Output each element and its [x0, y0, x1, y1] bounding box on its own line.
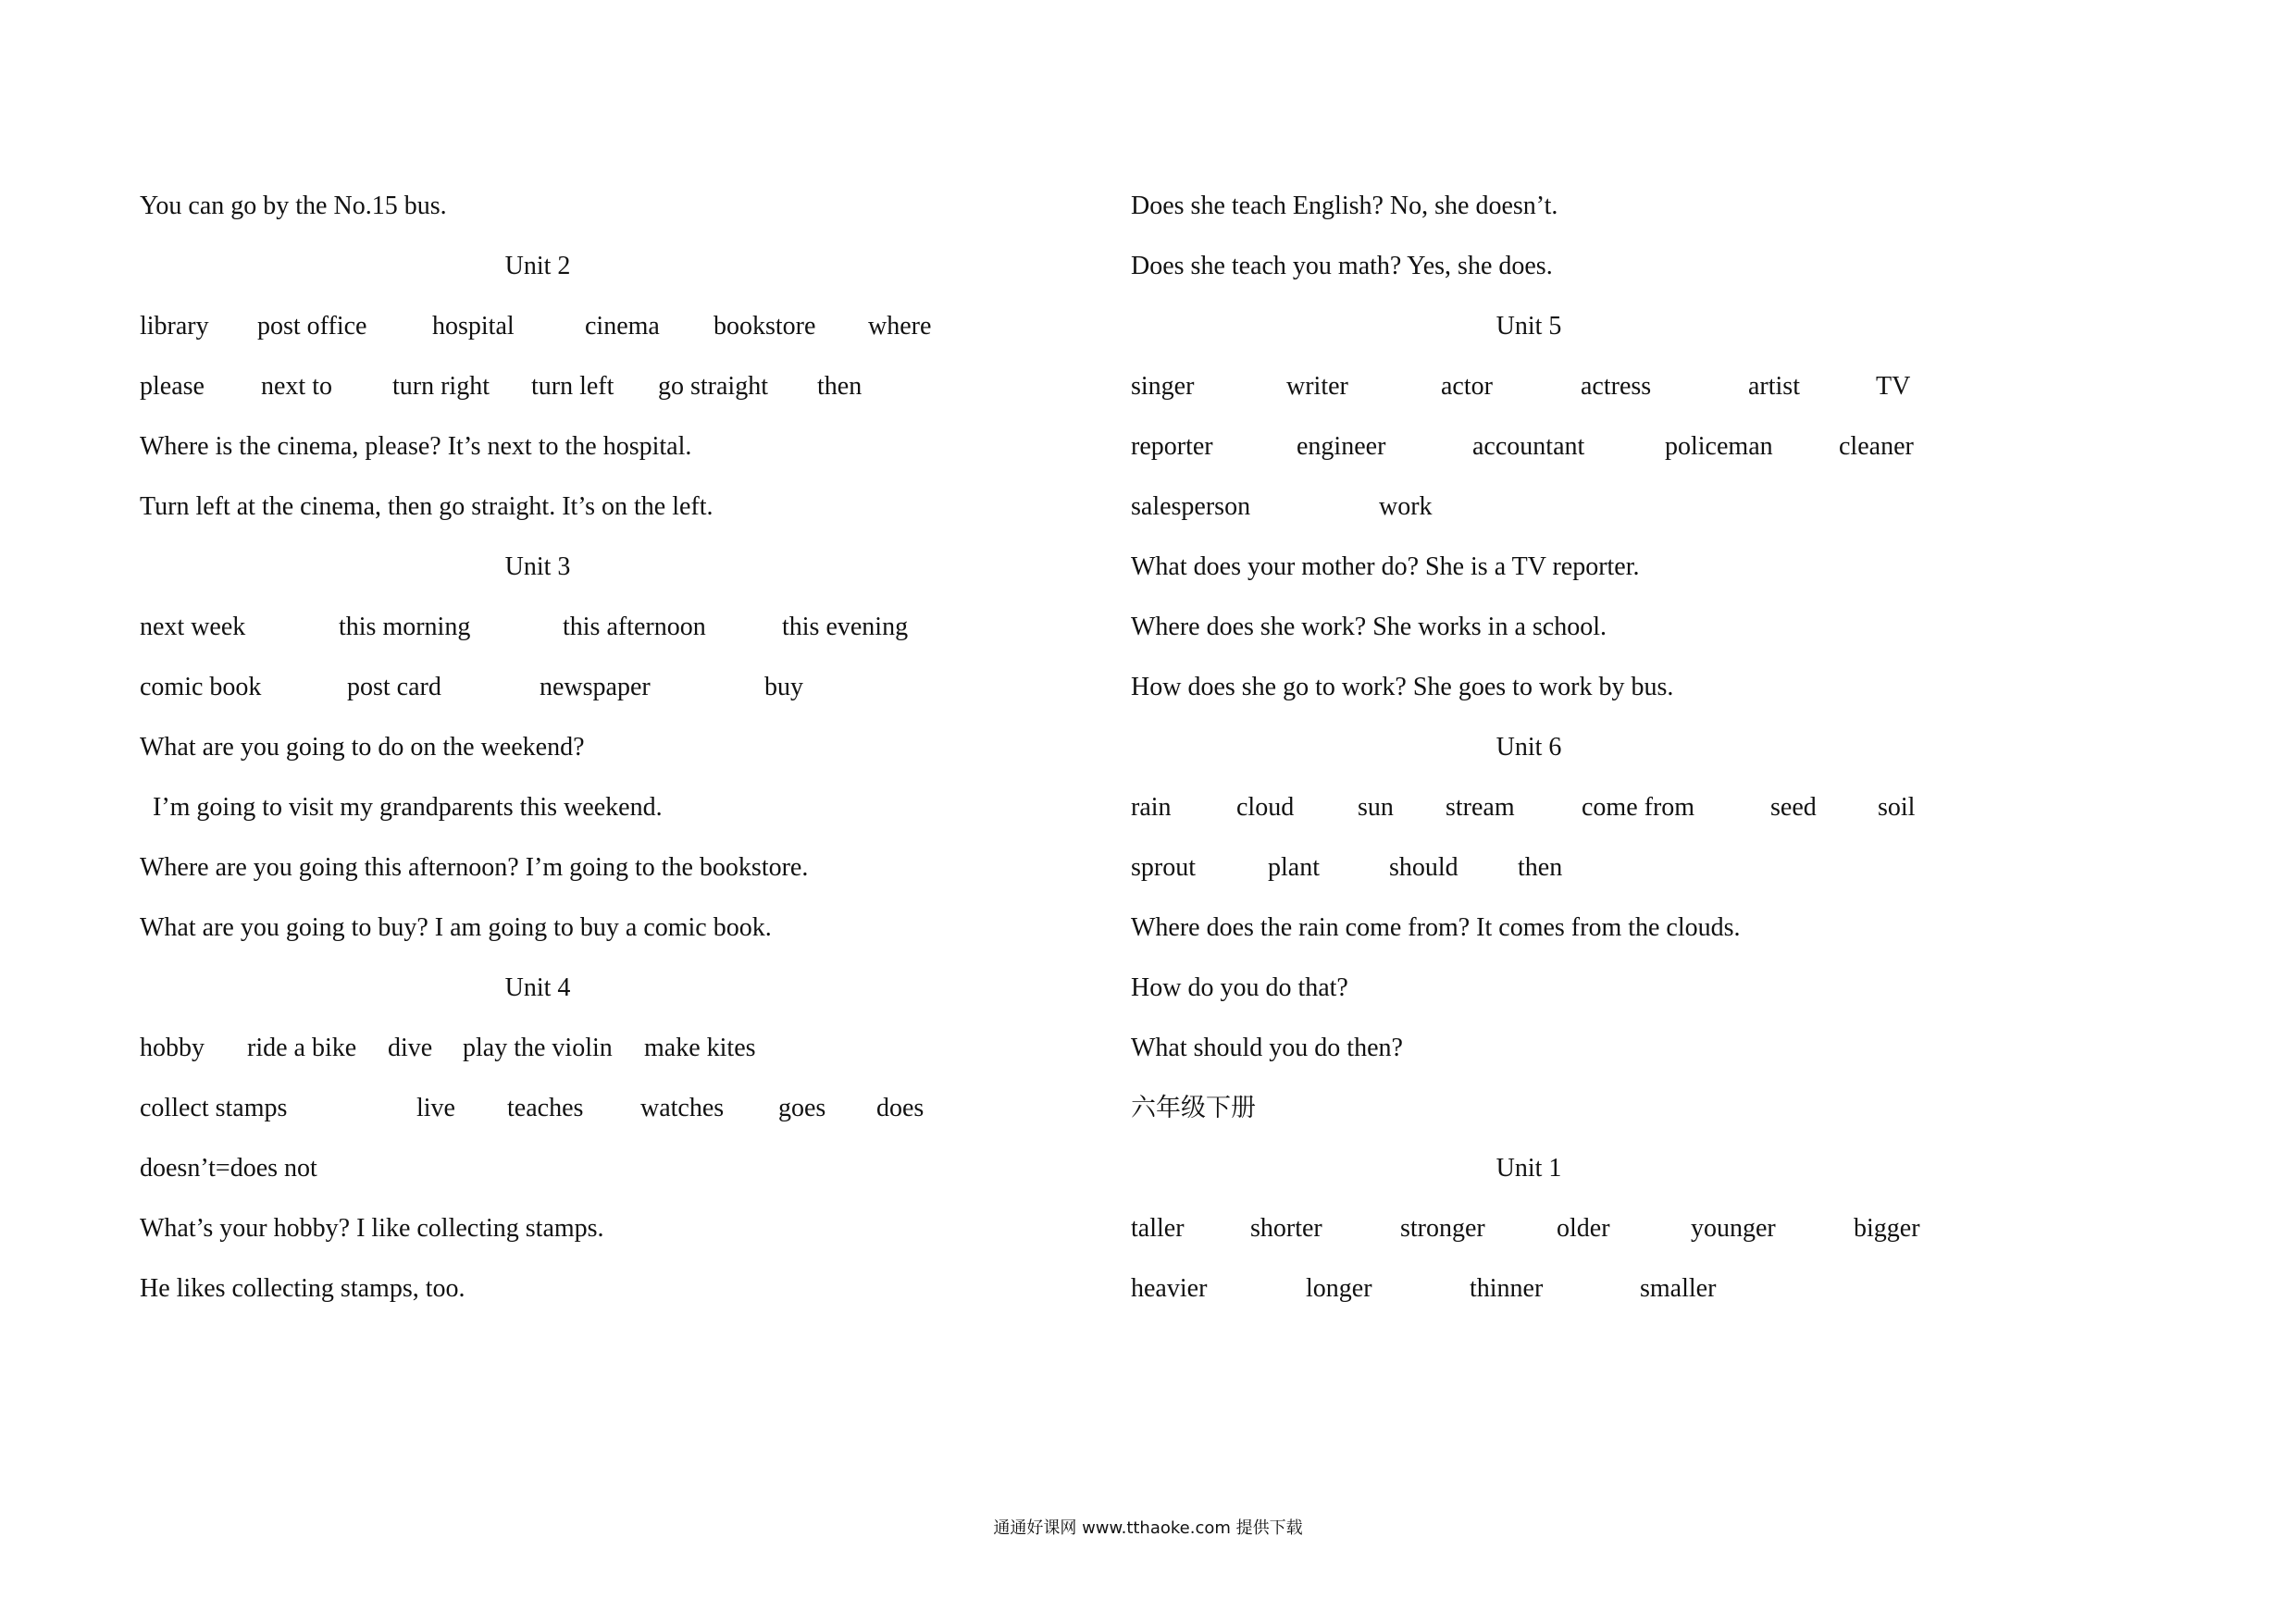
word: bigger [1854, 1214, 1920, 1243]
word: library [140, 312, 209, 341]
word: watches [640, 1094, 725, 1122]
sentence: What should you do then? [1131, 1034, 1403, 1062]
word: turn left [531, 372, 614, 401]
word: rain [1131, 793, 1172, 822]
word: dive [388, 1034, 433, 1062]
word: this morning [339, 613, 471, 641]
word: collect stamps [140, 1094, 288, 1122]
unit-6-heading: Unit 6 [1496, 733, 1562, 762]
sentence-bus: You can go by the No.15 bus. [140, 192, 447, 220]
word: singer [1131, 372, 1195, 401]
word: stronger [1400, 1214, 1485, 1243]
word: actress [1581, 372, 1652, 401]
word: does [876, 1094, 925, 1122]
word: make kites [644, 1034, 756, 1062]
sentence: Where does she work? She works in a school. [1131, 613, 1607, 641]
word: play the violin [463, 1034, 613, 1062]
word: seed [1770, 793, 1817, 822]
sentence: Where does the rain come from? It comes from the clouds. [1131, 913, 1741, 942]
page-footer: 通通好课网 www.tthaoke.com 提供下载 [993, 1518, 1303, 1538]
sentence: What are you going to do on the weekend? [140, 733, 585, 762]
unit-3-heading: Unit 3 [504, 552, 571, 581]
unit-4-heading: Unit 4 [504, 973, 571, 1002]
sentence: Where are you going this afternoon? I’m going to the bookstore. [140, 853, 809, 882]
word: then [817, 372, 863, 401]
word: comic book [140, 673, 262, 701]
word: smaller [1640, 1274, 1717, 1303]
sentence: doesn’t=does not [140, 1154, 317, 1183]
sentence: Where is the cinema, please? It’s next to the hospital. [140, 432, 692, 461]
word: reporter [1131, 432, 1213, 461]
word: come from [1582, 793, 1695, 822]
word: teaches [507, 1094, 584, 1122]
word: actor [1441, 372, 1493, 401]
word: taller [1131, 1214, 1185, 1243]
word: cloud [1236, 793, 1295, 822]
sentence: What’s your hobby? I like collecting stamps. [140, 1214, 604, 1243]
word: salesperson [1131, 492, 1251, 521]
sentence: How does she go to work? She goes to work by bus. [1131, 673, 1674, 701]
word: cinema [585, 312, 660, 341]
word: work [1379, 492, 1433, 521]
word: stream [1446, 793, 1515, 822]
sentence: Turn left at the cinema, then go straight. It’s on the left. [140, 492, 714, 521]
word: older [1557, 1214, 1610, 1243]
word: soil [1878, 793, 1916, 822]
word: next to [261, 372, 332, 401]
word: heavier [1131, 1274, 1208, 1303]
word: hobby [140, 1034, 205, 1062]
word: policeman [1665, 432, 1773, 461]
word: buy [764, 673, 803, 701]
word: this afternoon [563, 613, 706, 641]
sentence: Does she teach English? No, she doesn’t. [1131, 192, 1558, 220]
word: TV [1876, 372, 1911, 401]
word: go straight [658, 372, 768, 401]
sentence: What are you going to buy? I am going to buy a comic book. [140, 913, 772, 942]
unit-1-heading: Unit 1 [1496, 1154, 1562, 1183]
word: post office [257, 312, 367, 341]
word: writer [1286, 372, 1348, 401]
word: plant [1268, 853, 1320, 882]
sentence: I’m going to visit my grandparents this weekend. [153, 793, 663, 822]
word: goes [778, 1094, 826, 1122]
word: artist [1748, 372, 1800, 401]
word: younger [1691, 1214, 1776, 1243]
word: please [140, 372, 205, 401]
sentence: He likes collecting stamps, too. [140, 1274, 465, 1303]
unit-2-heading: Unit 2 [504, 252, 571, 280]
word: post card [347, 673, 441, 701]
sentence: How do you do that? [1131, 973, 1348, 1002]
unit-5-heading: Unit 5 [1496, 312, 1562, 341]
word: live [416, 1094, 455, 1122]
word: next week [140, 613, 246, 641]
word: cleaner [1839, 432, 1914, 461]
word: bookstore [714, 312, 816, 341]
word: this evening [782, 613, 909, 641]
word: engineer [1297, 432, 1386, 461]
sentence: Does she teach you math? Yes, she does. [1131, 252, 1553, 280]
word: accountant [1472, 432, 1585, 461]
word: thinner [1470, 1274, 1544, 1303]
word: turn right [392, 372, 490, 401]
word: then [1518, 853, 1563, 882]
grade-heading: 六年级下册 [1131, 1094, 1256, 1122]
word: should [1389, 853, 1458, 882]
word: longer [1306, 1274, 1372, 1303]
word: ride a bike [247, 1034, 357, 1062]
word: newspaper [540, 673, 651, 701]
sentence: What does your mother do? She is a TV reporter. [1131, 552, 1640, 581]
word: sun [1358, 793, 1394, 822]
word: shorter [1250, 1214, 1322, 1243]
word: where [868, 312, 932, 341]
word: hospital [432, 312, 515, 341]
word: sprout [1131, 853, 1196, 882]
